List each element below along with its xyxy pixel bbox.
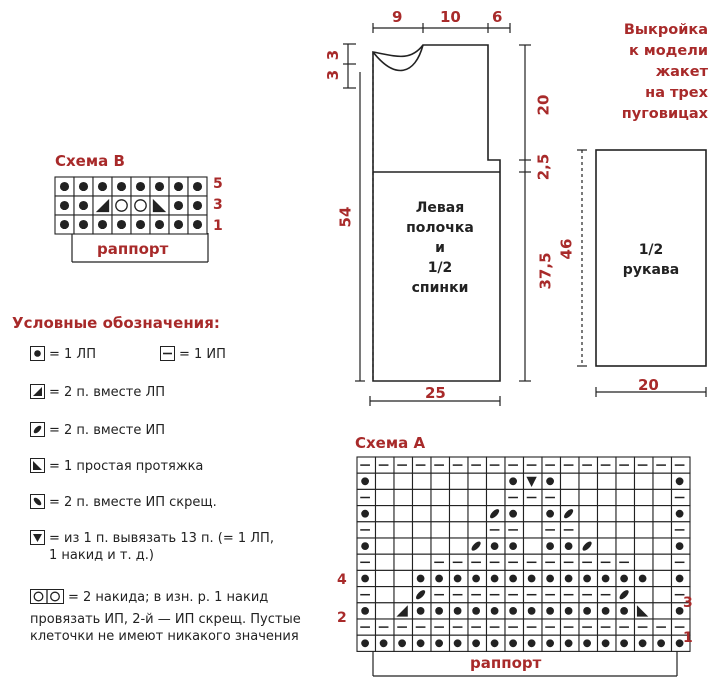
legend-text-increase-line-2: 1 накид и т. д.) — [49, 548, 154, 563]
knit-stitch-mark — [491, 607, 499, 615]
grid-cell — [112, 196, 131, 215]
knit-stitch-mark — [136, 220, 145, 229]
grid-cell — [653, 473, 672, 489]
dim-right-bottom: 37,5 — [536, 252, 555, 290]
dim-bottom-width: 25 — [425, 384, 446, 402]
knit-stitch-mark — [155, 182, 164, 191]
legend-text-ssk: = 1 простая протяжка — [49, 459, 204, 474]
legend-item-knit — [30, 346, 96, 363]
legend-note: провязать ИП, 2-й — ИП скрещ. Пустые клеточки не имеют никакого значения — [30, 612, 301, 644]
title-line-1: Выкройка — [623, 22, 708, 38]
knit-stitch-mark — [136, 182, 145, 191]
legend-text-knit: = 1 ЛП — [49, 347, 96, 362]
knit-stitch-mark — [565, 575, 573, 583]
legend-text-p2tog: = 2 п. вместе ИП — [49, 423, 166, 438]
knit-stitch-mark — [174, 182, 183, 191]
knit-stitch-mark — [620, 607, 628, 615]
double-yarn-over-icon — [30, 589, 64, 604]
scheme-a-row-3: 3 — [683, 595, 693, 611]
dim-right-mid: 2,5 — [534, 153, 553, 181]
grid-cell — [468, 473, 487, 489]
knit-stitch-mark — [472, 607, 480, 615]
knit-stitch-mark — [472, 575, 480, 583]
knit-stitch-mark — [472, 639, 480, 647]
knit-stitch-mark — [602, 607, 610, 615]
scheme-a-repeat-label: раппорт — [470, 654, 542, 672]
neckline-curve — [373, 45, 423, 70]
grid-cell — [653, 538, 672, 554]
grid-cell — [413, 506, 432, 522]
knit-stitch-mark — [361, 607, 369, 615]
grid-cell — [561, 489, 580, 505]
grid-cell — [468, 489, 487, 505]
knit-stitch-mark — [193, 182, 202, 191]
grid-cell — [653, 603, 672, 619]
knit-stitch-mark — [657, 639, 665, 647]
knit-stitch-mark — [528, 607, 536, 615]
knit-stitch-mark — [398, 639, 406, 647]
knit-stitch-mark — [528, 575, 536, 583]
grid-cell — [450, 489, 469, 505]
knit-stitch-mark — [509, 575, 517, 583]
knit-stitch-mark — [546, 477, 554, 485]
grid-cell — [376, 587, 395, 603]
grid-cell — [616, 538, 635, 554]
grid-cell — [579, 506, 598, 522]
grid-cell — [653, 554, 672, 570]
knit-stitch-mark — [193, 201, 202, 210]
scheme-b-grid — [55, 177, 207, 234]
body-label-line-5: спинки — [411, 280, 469, 296]
knit-stitch-icon — [30, 346, 45, 361]
title-line-4: на трех — [645, 85, 708, 101]
knit-stitch-mark — [79, 201, 88, 210]
grid-cell — [394, 522, 413, 538]
grid-cell — [394, 489, 413, 505]
dim-left-small-1: 3 — [324, 49, 343, 61]
grid-cell — [524, 506, 543, 522]
grid-cell — [616, 506, 635, 522]
legend-text-k2tog: = 2 п. вместе ЛП — [49, 385, 166, 400]
knit-stitch-mark — [491, 542, 499, 550]
knit-stitch-mark — [620, 575, 628, 583]
grid-cell — [653, 570, 672, 586]
knit-stitch-mark — [435, 575, 443, 583]
dim-top-mid: 10 — [440, 8, 461, 26]
knit-stitch-mark — [60, 201, 69, 210]
knit-stitch-mark — [174, 220, 183, 229]
knit-stitch-mark — [676, 510, 684, 518]
body-label-line-1: Левая — [415, 200, 465, 216]
grid-cell — [431, 489, 450, 505]
legend-item-double-yo — [30, 589, 268, 606]
body-label-line-3: и — [435, 240, 445, 256]
grid-cell — [616, 522, 635, 538]
grid-cell — [413, 554, 432, 570]
grid-cell — [376, 538, 395, 554]
scheme-a-row-2: 2 — [337, 610, 347, 626]
sleeve-label-line-1: 1/2 — [638, 242, 664, 258]
knit-stitch-mark — [583, 639, 591, 647]
knit-stitch-mark — [491, 575, 499, 583]
grid-cell — [487, 473, 506, 489]
grid-cell — [131, 196, 150, 215]
grid-cell — [653, 506, 672, 522]
grid-cell — [376, 473, 395, 489]
grid-cell — [468, 506, 487, 522]
knit-stitch-mark — [454, 639, 462, 647]
legend-item-purl — [160, 346, 226, 363]
scheme-b-title: Схема В — [55, 152, 125, 170]
legend-text-increase-line-1: = из 1 п. вывязать 13 п. (= 1 ЛП, — [49, 531, 274, 546]
grid-cell — [450, 473, 469, 489]
scheme-a-title: Схема А — [355, 434, 426, 452]
dim-top-right: 6 — [492, 8, 503, 26]
grid-cell — [376, 603, 395, 619]
knit-stitch-mark — [417, 607, 425, 615]
grid-cell — [598, 522, 617, 538]
grid-cell — [431, 522, 450, 538]
scheme-b-repeat-label: раппорт — [97, 240, 169, 258]
knit-stitch-mark — [174, 201, 183, 210]
legend-text-purl: = 1 ИП — [179, 347, 226, 362]
knit-stitch-mark — [565, 542, 573, 550]
dim-sleeve-height: 46 — [557, 238, 576, 260]
grid-cell — [376, 506, 395, 522]
knit-stitch-mark — [676, 477, 684, 485]
grid-cell — [376, 570, 395, 586]
scheme-b-row-3: 3 — [213, 197, 223, 213]
grid-cell — [524, 538, 543, 554]
knit-stitch-mark — [117, 182, 126, 191]
body-label-line-4: 1/2 — [427, 260, 453, 276]
knit-stitch-mark — [509, 510, 517, 518]
grid-cell — [635, 587, 654, 603]
knit-stitch-mark — [676, 575, 684, 583]
knit-stitch-mark — [454, 607, 462, 615]
legend-title: Условные обозначения: — [12, 314, 220, 332]
knit-stitch-mark — [546, 542, 554, 550]
knit-stitch-mark — [602, 575, 610, 583]
legend-text-p2tog-tbl: = 2 п. вместе ИП скрещ. — [49, 495, 217, 510]
body-label-line-2: полочка — [406, 220, 474, 236]
grid-cell — [413, 522, 432, 538]
grid-cell — [450, 506, 469, 522]
grid-cell — [579, 489, 598, 505]
scheme-b-row-5: 5 — [213, 176, 223, 192]
grid-cell — [616, 473, 635, 489]
legend-item-p2tog — [30, 422, 165, 439]
grid-cell — [413, 538, 432, 554]
knit-stitch-mark — [583, 607, 591, 615]
grid-cell — [394, 570, 413, 586]
k2tog-icon — [30, 384, 45, 399]
grid-cell — [376, 554, 395, 570]
grid-cell — [394, 554, 413, 570]
grid-cell — [468, 522, 487, 538]
grid-cell — [635, 554, 654, 570]
p2tog-icon — [30, 422, 45, 437]
knit-stitch-mark — [361, 639, 369, 647]
grid-cell — [598, 506, 617, 522]
knit-stitch-mark — [546, 639, 554, 647]
grid-cell — [431, 506, 450, 522]
sleeve-label-line-2: рукава — [622, 262, 680, 278]
dim-top-left: 9 — [392, 8, 403, 26]
knit-stitch-mark — [361, 510, 369, 518]
knit-stitch-mark — [435, 607, 443, 615]
knit-stitch-mark — [602, 639, 610, 647]
dim-left-small-2: 3 — [324, 69, 343, 81]
p2tog-tbl-icon — [30, 494, 45, 509]
knit-stitch-mark — [155, 220, 164, 229]
knit-stitch-mark — [454, 575, 462, 583]
grid-cell — [376, 522, 395, 538]
grid-cell — [616, 489, 635, 505]
knit-stitch-mark — [509, 477, 517, 485]
grid-cell — [579, 522, 598, 538]
knit-stitch-mark — [380, 639, 388, 647]
knit-stitch-mark — [98, 220, 107, 229]
knit-stitch-mark — [79, 182, 88, 191]
legend-text-double-yo: = 2 накида; в изн. р. 1 накид — [68, 590, 269, 605]
sleeve-piece-label — [616, 240, 686, 280]
grid-cell — [431, 473, 450, 489]
grid-cell — [487, 489, 506, 505]
grid-cell — [431, 538, 450, 554]
dim-left-height: 54 — [336, 206, 355, 228]
knit-stitch-mark — [676, 542, 684, 550]
dim-sleeve-width: 20 — [638, 376, 659, 394]
knit-stitch-mark — [491, 639, 499, 647]
grid-cell — [653, 489, 672, 505]
grid-cell — [653, 522, 672, 538]
knit-stitch-mark — [509, 607, 517, 615]
knit-stitch-mark — [117, 220, 126, 229]
knit-stitch-mark — [361, 542, 369, 550]
grid-cell — [635, 506, 654, 522]
legend-item-ssk — [30, 458, 203, 475]
grid-cell — [653, 587, 672, 603]
knit-stitch-mark — [361, 477, 369, 485]
grid-cell — [561, 473, 580, 489]
scheme-a-row-4: 4 — [337, 572, 347, 588]
knit-stitch-mark — [417, 639, 425, 647]
knit-stitch-mark — [620, 639, 628, 647]
knit-stitch-mark — [528, 639, 536, 647]
knit-stitch-mark — [546, 607, 554, 615]
knit-stitch-mark — [639, 575, 647, 583]
scheme-b-row-1: 1 — [213, 218, 223, 234]
dim-right-top: 20 — [534, 94, 553, 116]
legend-item-p2tog-tbl — [30, 494, 217, 511]
title-line-2: к модели — [628, 43, 708, 59]
body-piece-label — [395, 198, 485, 298]
grid-cell — [394, 506, 413, 522]
knit-stitch-mark — [60, 220, 69, 229]
grid-cell — [450, 538, 469, 554]
grid-cell — [376, 489, 395, 505]
grid-cell — [635, 538, 654, 554]
knit-stitch-mark — [417, 575, 425, 583]
title-line-3: жакет — [655, 64, 708, 80]
grid-cell — [394, 587, 413, 603]
grid-cell — [394, 473, 413, 489]
knit-stitch-mark — [361, 575, 369, 583]
legend-item-k2tog — [30, 384, 165, 401]
grid-cell — [524, 522, 543, 538]
legend-item-increase — [30, 530, 274, 564]
grid-cell — [598, 473, 617, 489]
knit-stitch-mark — [565, 607, 573, 615]
knit-stitch-mark — [565, 639, 573, 647]
scheme-a-grid — [357, 457, 690, 651]
knit-stitch-mark — [98, 182, 107, 191]
knit-stitch-mark — [546, 575, 554, 583]
grid-cell — [635, 473, 654, 489]
purl-stitch-icon — [160, 346, 175, 361]
grid-cell — [394, 538, 413, 554]
grid-cell — [413, 489, 432, 505]
ssk-icon — [30, 458, 45, 473]
knit-stitch-mark — [583, 575, 591, 583]
grid-cell — [413, 473, 432, 489]
grid-cell — [598, 538, 617, 554]
knit-stitch-mark — [79, 220, 88, 229]
grid-cell — [579, 473, 598, 489]
scheme-a-row-1: 1 — [683, 630, 693, 646]
knit-stitch-mark — [435, 639, 443, 647]
legend-text-increase — [49, 530, 274, 564]
grid-cell — [635, 489, 654, 505]
knit-stitch-mark — [639, 639, 647, 647]
increase-icon — [30, 530, 45, 545]
grid-cell — [450, 522, 469, 538]
knit-stitch-mark — [546, 510, 554, 518]
grid-cell — [635, 522, 654, 538]
knit-stitch-mark — [60, 182, 69, 191]
title-line-5: пуговицах — [621, 106, 708, 122]
knit-stitch-mark — [509, 542, 517, 550]
grid-cell — [598, 489, 617, 505]
knit-stitch-mark — [509, 639, 517, 647]
knit-stitch-mark — [193, 220, 202, 229]
